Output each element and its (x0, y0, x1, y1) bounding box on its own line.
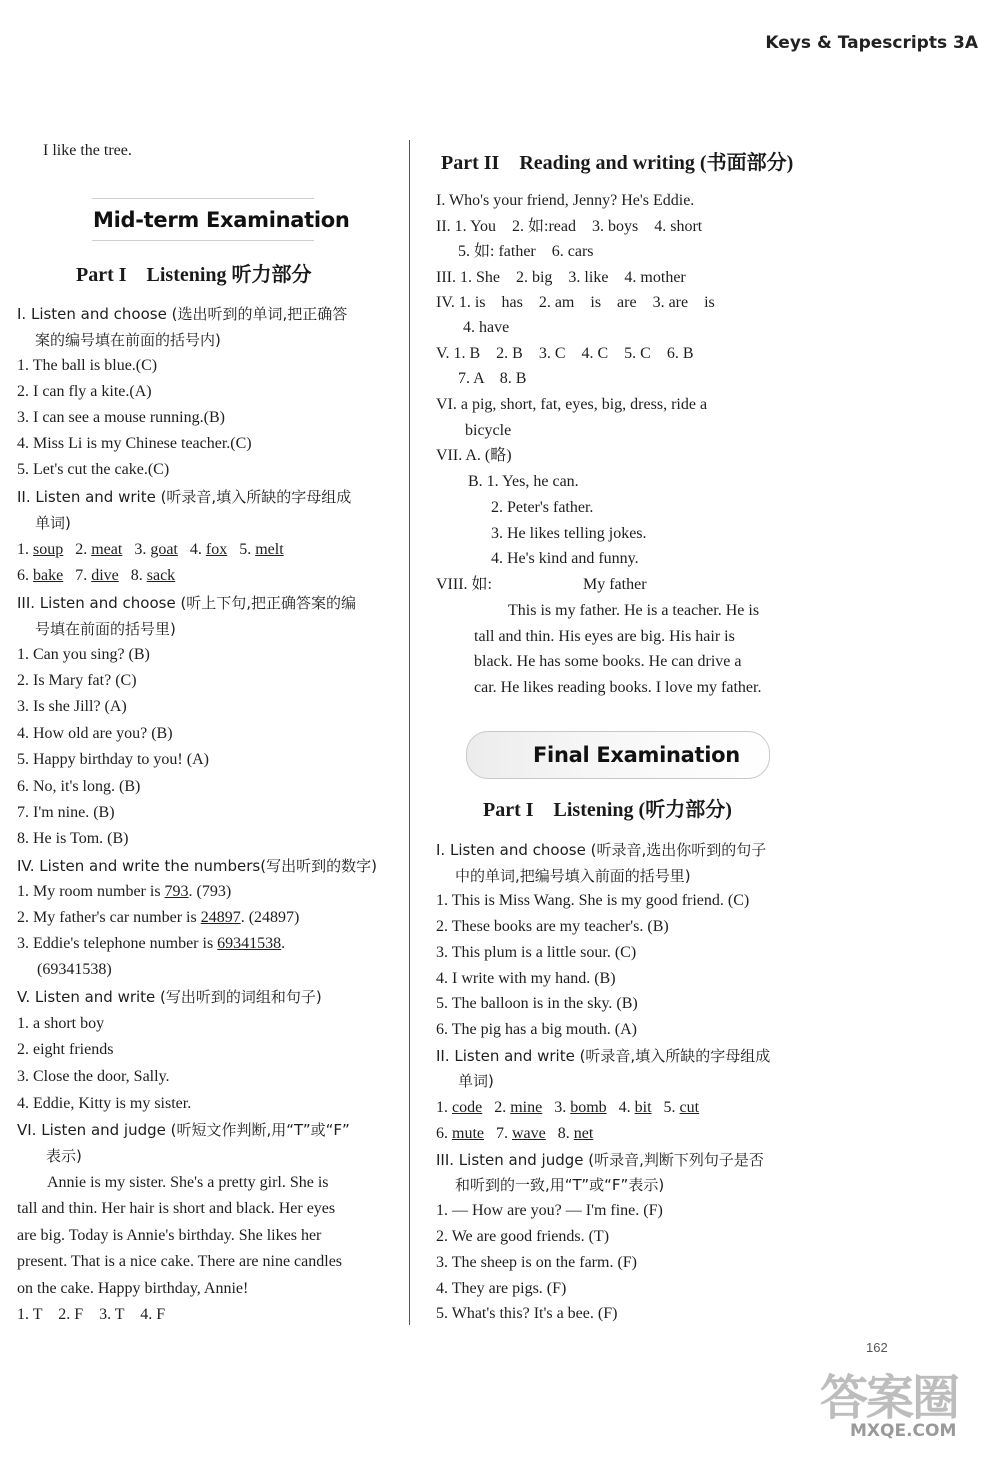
r8-para-line: This is my father. He is a teacher. He is (508, 602, 760, 619)
s6-title-a: VI. Listen and judge (听短文作判断,用“T”或“F” (17, 1121, 350, 1139)
r7b-line: 2. Peter's father. (491, 499, 594, 516)
midterm-part1-title: Part I Listening 听力部分 (76, 264, 312, 286)
f3-item: 1. — How are you? — I'm fine. (F) (436, 1202, 663, 1219)
part2-title: Part II Reading and writing (书面部分) (441, 152, 794, 174)
s4-item-3: 3. Eddie's telephone number is 69341538. (17, 935, 286, 952)
s1-item: 5. Let's cut the cake.(C) (17, 461, 170, 478)
s2-row1: 1. soup 2. meat 3. goat 4. fox 5. melt (17, 541, 284, 558)
intro-line: I like the tree. (43, 142, 132, 159)
s3-item: 3. Is she Jill? (A) (17, 698, 127, 715)
r6b: bicycle (465, 422, 512, 439)
s2-title-a: II. Listen and write (听录音,填入所缺的字母组成 (17, 488, 352, 506)
r5a: V. 1. B 2. B 3. C 4. C 5. C 6. B (436, 345, 694, 362)
s6-title-b: 表示) (46, 1147, 82, 1165)
s1-item: 2. I can fly a kite.(A) (17, 383, 152, 400)
s3-item: 1. Can you sing? (B) (17, 646, 150, 663)
f1-item: 6. The pig has a big mouth. (A) (436, 1021, 638, 1038)
s1-item: 3. I can see a mouse running.(B) (17, 409, 225, 426)
column-divider (409, 140, 410, 1325)
s5-title: V. Listen and write (写出听到的词组和句子) (17, 988, 322, 1006)
s3-item: 8. He is Tom. (B) (17, 830, 129, 847)
title-rule-top (92, 198, 314, 199)
r6a: VI. a pig, short, fat, eyes, big, dress, ride a (436, 396, 708, 413)
f3-item: 2. We are good friends. (T) (436, 1228, 610, 1245)
s4-item-1: 1. My room number is 793. (793) (17, 883, 232, 900)
f3-title-b: 和听到的一致,用“T”或“F”表示) (455, 1176, 665, 1194)
s1-title-b: 案的编号填在前面的括号内) (35, 331, 221, 349)
f1-item: 4. I write with my hand. (B) (436, 970, 616, 987)
r7b-line: B. 1. Yes, he can. (468, 473, 579, 490)
s4-title: IV. Listen and write the numbers(写出听到的数字) (17, 857, 377, 875)
s3-title-b: 号填在前面的括号里) (35, 620, 176, 638)
s4-item-3-cont: (69341538) (37, 961, 112, 978)
f3-item: 3. The sheep is on the farm. (F) (436, 1254, 637, 1271)
s2-title-b: 单词) (35, 514, 71, 532)
f1-title-b: 中的单词,把编号填入前面的括号里) (455, 867, 691, 885)
watermark-logo (820, 1355, 980, 1445)
s3-title-a: III. Listen and choose (听上下句,把正确答案的编 (17, 594, 357, 612)
r4b: 4. have (463, 319, 510, 336)
s1-item: 4. Miss Li is my Chinese teacher.(C) (17, 435, 252, 452)
page-header-title: Keys & Tapescripts 3A (765, 33, 978, 53)
r8-title: My father (583, 576, 647, 593)
midterm-title: Mid-term Examination (93, 208, 350, 232)
f2-row1: 1. code 2. mine 3. bomb 4. bit 5. cut (436, 1099, 700, 1116)
s6-para-line: are big. Today is Annie's birthday. She likes her (17, 1227, 322, 1244)
r2b: 5. 如: father 6. cars (458, 243, 594, 260)
f1-title-a: I. Listen and choose (听录音,选出你听到的句子 (436, 841, 767, 859)
r1: I. Who's your friend, Jenny? He's Eddie. (436, 192, 695, 209)
final-part1-title: Part I Listening (听力部分) (483, 799, 732, 821)
r8-para-line: car. He likes reading books. I love my father. (474, 679, 762, 696)
r2a: II. 1. You 2. 如:read 3. boys 4. short (436, 218, 703, 235)
f1-item: 3. This plum is a little sour. (C) (436, 944, 637, 961)
s5-item: 4. Eddie, Kitty is my sister. (17, 1095, 192, 1112)
f3-title-a: III. Listen and judge (听录音,判断下列句子是否 (436, 1151, 764, 1169)
s1-item: 1. The ball is blue.(C) (17, 357, 158, 374)
s6-answers: 1. T 2. F 3. T 4. F (17, 1306, 166, 1323)
r3: III. 1. She 2. big 3. like 4. mother (436, 269, 686, 286)
watermark-sub: MXQE.COM (850, 1421, 957, 1441)
final-exam-title: Final Examination (533, 743, 740, 767)
s6-para-line: present. That is a nice cake. There are nine candles (17, 1253, 343, 1270)
f3-item: 5. What's this? It's a bee. (F) (436, 1305, 618, 1322)
f1-item: 1. This is Miss Wang. She is my good friend. (C) (436, 892, 750, 909)
s6-para-line: tall and thin. Her hair is short and black. Her eyes (17, 1200, 336, 1217)
f2-title-b: 单词) (458, 1072, 494, 1090)
s3-item: 2. Is Mary fat? (C) (17, 672, 137, 689)
s3-item: 4. How old are you? (B) (17, 725, 173, 742)
r4a: IV. 1. is has 2. am is are 3. are is (436, 294, 715, 311)
r8-para-line: tall and thin. His eyes are big. His hair is (474, 628, 735, 645)
s3-item: 5. Happy birthday to you! (A) (17, 751, 209, 768)
s2-row2: 6. bake 7. dive 8. sack (17, 567, 176, 584)
s5-item: 2. eight friends (17, 1041, 114, 1058)
s5-item: 1. a short boy (17, 1015, 105, 1032)
title-rule-bottom (92, 240, 314, 241)
s5-item: 3. Close the door, Sally. (17, 1068, 170, 1085)
s6-para-line: Annie is my sister. She's a pretty girl. She is (47, 1174, 329, 1191)
r8-para-line: black. He has some books. He can drive a (474, 653, 742, 670)
r7b-line: 3. He likes telling jokes. (491, 525, 647, 542)
f1-item: 2. These books are my teacher's. (B) (436, 918, 669, 935)
s1-title-a: I. Listen and choose (选出听到的单词,把正确答 (17, 305, 348, 323)
s4-item-2: 2. My father's car number is 24897. (24897) (17, 909, 300, 926)
f1-item: 5. The balloon is in the sky. (B) (436, 995, 638, 1012)
r7b-line: 4. He's kind and funny. (491, 550, 639, 567)
f2-row2: 6. mute 7. wave 8. net (436, 1125, 594, 1142)
f3-item: 4. They are pigs. (F) (436, 1280, 567, 1297)
r7a: VII. A. (略) (436, 447, 512, 464)
watermark-main: 答案圈 (820, 1370, 959, 1426)
page-number: 162 (866, 1340, 888, 1355)
f2-title-a: II. Listen and write (听录音,填入所缺的字母组成 (436, 1047, 771, 1065)
s3-item: 7. I'm nine. (B) (17, 804, 115, 821)
r5b: 7. A 8. B (458, 370, 527, 387)
s6-para-line: on the cake. Happy birthday, Annie! (17, 1280, 249, 1297)
s3-item: 6. No, it's long. (B) (17, 778, 141, 795)
r8-label: VIII. 如: (436, 576, 492, 593)
